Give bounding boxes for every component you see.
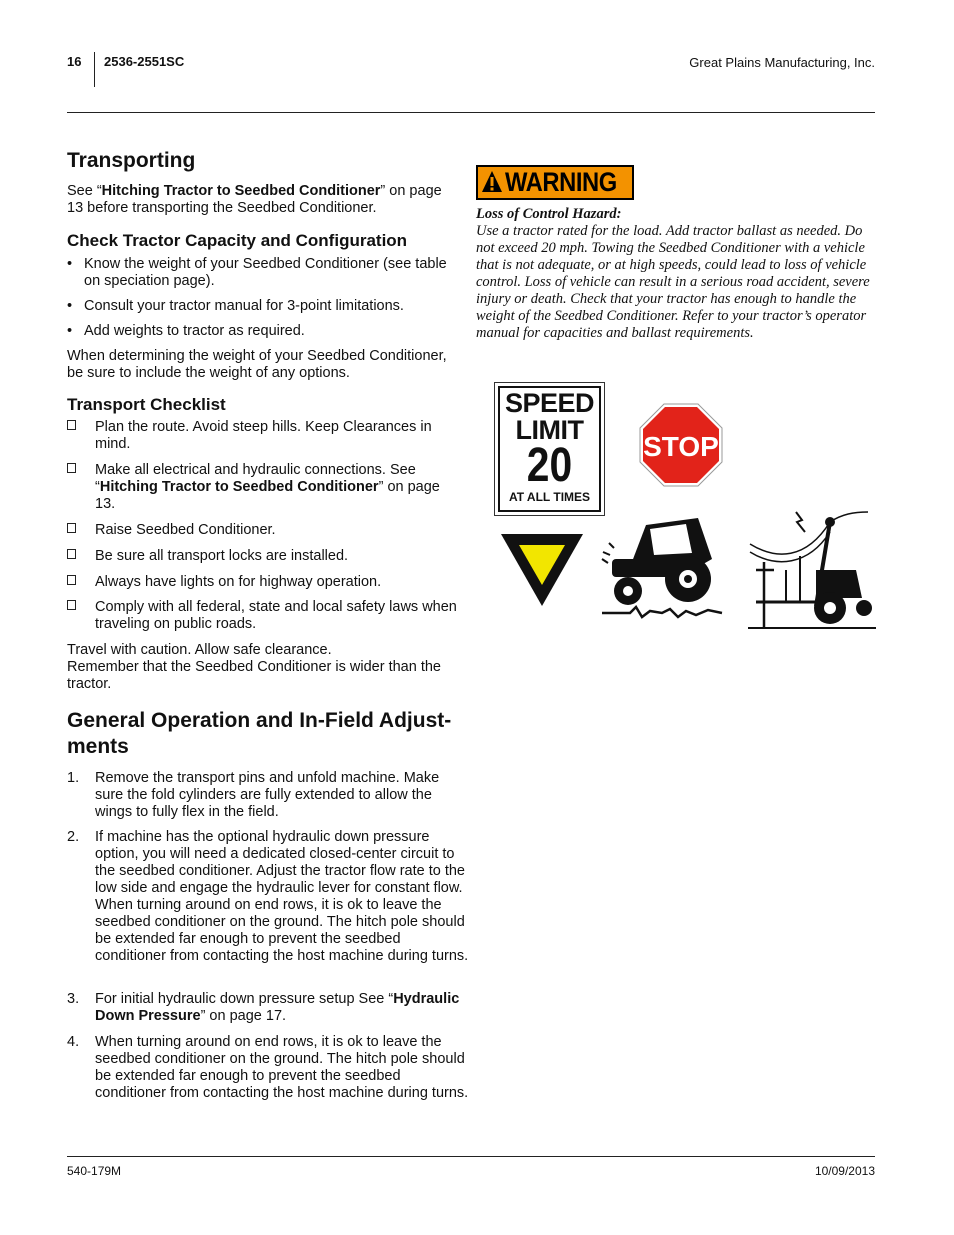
- checklist-item[interactable]: Comply with all federal, state and local safety laws when traveling on public roads.: [67, 599, 462, 633]
- checkbox-icon[interactable]: [67, 463, 76, 473]
- checklist-item[interactable]: Plan the route. Avoid steep hills. Keep Clearances in mind.: [67, 419, 462, 453]
- step-item: 4. When turning around on end rows, it is ok to leave the seedbed conditioner on the ground. The hitch pole should be extended far enough to prevent the seedbed conditioner from contacting the host machine during turns.: [67, 1034, 469, 1101]
- checklist-heading: Transport Checklist: [67, 395, 226, 414]
- transporting-heading: Transporting: [67, 149, 196, 172]
- stop-sign-icon: [639, 403, 723, 487]
- stop-label: STOP: [643, 431, 719, 462]
- warning-badge-fill: [478, 167, 632, 198]
- speed-value: 20: [526, 439, 573, 492]
- general-heading: General Operation and In-Field Adjust- ments: [67, 709, 452, 758]
- list-item: • Know the weight of your Seedbed Conditioner (see table on speciation page).: [67, 256, 447, 289]
- limit-label: LIMIT: [515, 415, 584, 445]
- checkbox-icon[interactable]: [67, 575, 76, 585]
- warning-badge: [476, 165, 634, 200]
- model-number: 2536-2551SC: [104, 54, 185, 69]
- hazard-body: Use a tractor rated for the load. Add tractor ballast as needed. Do not exceed 20 mph. Towing the Seedbed Conditioner with a vehicle that is not adequate, or at high speeds, could lead to loss of vehicle control. Loss of vehicle can result in a serious road accident, severe injury or death. Check that your tractor has enough to handle the weight of the Seedbed Conditioner. Refer to your tractor’s operator manual for capacities and ballast requirements.: [476, 223, 870, 341]
- header-divider: [94, 52, 95, 87]
- capacity-heading: Check Tractor Capacity and Configuration: [67, 231, 408, 250]
- hydraulic-link[interactable]: Hydraulic Down Pressure: [95, 991, 460, 1024]
- list-item: • Add weights to tractor as required.: [67, 323, 305, 339]
- doc-date: 10/09/2013: [814, 1164, 875, 1178]
- step-item: 3. For initial hydraulic down pressure setup See “Hydraulic Down Pressure” on page 17.: [67, 991, 460, 1024]
- step-item: 2. If machine has the optional hydraulic down pressure option, you will need a dedicated closed-center circuit to the seedbed conditioner. Adjust the tractor flow rate to the low side and engage the hydraulic lever for constant flow. When turning around on end rows, it is ok to leave the seedbed conditioner on the ground. The hitch pole should be extended far enough to prevent the seedbed conditioner from contacting the host machine during turns.: [67, 829, 469, 964]
- doc-number: 540-179M: [67, 1164, 122, 1178]
- power-line-hazard-icon: [746, 510, 878, 632]
- header-rule: [67, 112, 875, 113]
- speed-limit-sign: [494, 382, 605, 516]
- checklist-item[interactable]: Always have lights on for highway operation.: [67, 574, 462, 591]
- checklist-item[interactable]: Make all electrical and hydraulic connections. See “Hitching Tractor to Seedbed Conditioner” on page 13.: [67, 462, 462, 513]
- travel-caution: Travel with caution. Allow safe clearance.: [67, 642, 332, 658]
- checkbox-icon[interactable]: [67, 600, 76, 610]
- alert-triangle-icon: [481, 170, 503, 194]
- warning-text: [476, 206, 876, 342]
- checkbox-icon[interactable]: [67, 523, 76, 533]
- yield-sign-icon: [500, 533, 584, 607]
- checkbox-icon[interactable]: [67, 549, 76, 559]
- tractor-rough-road-icon: [600, 515, 724, 623]
- transporting-intro: See “Hitching Tractor to Seedbed Conditioner” on page 13 before transporting the Seedbed Conditioner.: [67, 183, 442, 216]
- company-name: Great Plains Manufacturing, Inc.: [689, 55, 875, 70]
- warning-label: WARNING: [505, 167, 617, 197]
- speed-sub: AT ALL TIMES: [508, 490, 591, 504]
- list-item: • Consult your tractor manual for 3-point limitations.: [67, 298, 404, 314]
- checklist-item[interactable]: Be sure all transport locks are installed.: [67, 548, 462, 565]
- speed-label: SPEED: [504, 388, 595, 418]
- width-note: Remember that the Seedbed Conditioner is wider than the tractor.: [67, 659, 441, 692]
- hitching-link[interactable]: Hitching Tractor to Seedbed Conditioner: [101, 183, 381, 199]
- capacity-note: When determining the weight of your Seedbed Conditioner, be sure to include the weight of any options.: [67, 348, 447, 381]
- checkbox-icon[interactable]: [67, 420, 76, 430]
- footer-rule: [67, 1156, 875, 1157]
- hazard-title: Loss of Control Hazard:: [476, 206, 622, 222]
- page-number: 16: [67, 54, 82, 69]
- step-item: 1. Remove the transport pins and unfold machine. Make sure the fold cylinders are fully extended to allow the wings to fully flex in the field.: [67, 770, 440, 820]
- checklist-item[interactable]: Raise Seedbed Conditioner.: [67, 522, 462, 539]
